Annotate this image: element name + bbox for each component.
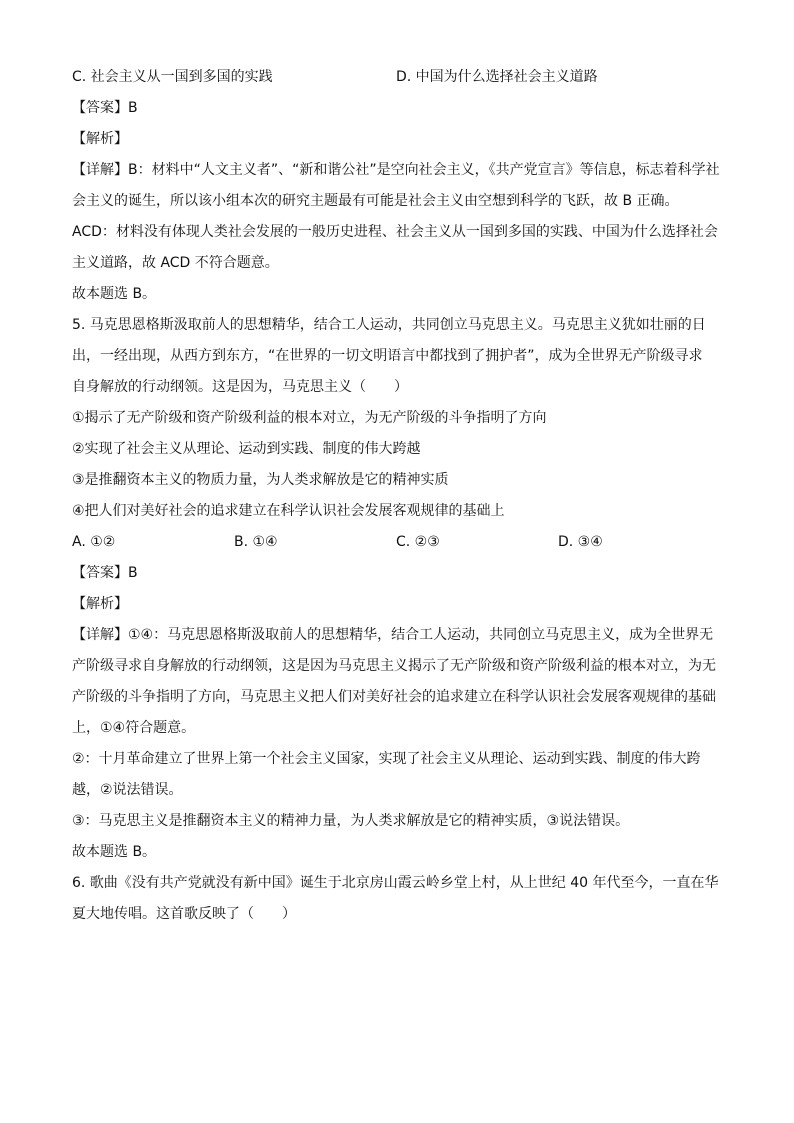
q5-stem-line: 自身解放的行动纲领。这是因为，马克思主义（ ）	[72, 379, 408, 395]
q5-statement-1: ①揭示了无产阶级和资产阶级利益的根本对立，为无产阶级的斗争指明了方向	[72, 410, 547, 426]
q5-stem-line: 出，一经出现，从西方到东方，“在世界的一切文明语言中都找到了拥护者”，成为全世界无产阶级寻求	[72, 348, 703, 364]
q5-options	[72, 527, 722, 558]
q5-detail-line: 越，②说法错误。	[72, 782, 183, 798]
q5-option-d: D. ③④	[558, 534, 603, 550]
q6-stem-line: 夏大地传唱。这首歌反映了（ ）	[72, 906, 296, 922]
q5-detail-line: 产阶级寻求自身解放的行动纲领，这是因为马克思主义揭示了无产阶级和资产阶级利益的根本对立，为无	[72, 658, 716, 674]
q4-option-c: C. 社会主义从一国到多国的实践	[72, 69, 273, 85]
q5-detail-line: 产阶级的斗争指明了方向，马克思主义把人们对美好社会的追求建立在科学认识社会发展客观规律的基础	[72, 689, 716, 705]
q5-conclusion: 故本题选 B。	[72, 844, 157, 860]
q4-detail-line: 会主义的诞生，所以该小组本次的研究主题最有可能是社会主义由空想到科学的飞跃，故 B 正确。	[72, 193, 679, 209]
q4-options-cd	[72, 62, 722, 93]
q4-detail-line: 主义道路，故 ACD 不符合题意。	[72, 255, 279, 271]
q5-detail-line: 【详解】①④：马克思恩格斯汲取前人的思想精华，结合工人运动，共同创立马克思主义，成为全世界无	[72, 627, 714, 643]
q5-option-b: B. ①④	[234, 534, 278, 550]
q4-answer: 【答案】B	[72, 100, 138, 116]
q5-answer: 【答案】B	[72, 565, 138, 581]
q4-option-d: D. 中国为什么选择社会主义道路	[396, 69, 598, 85]
q5-option-c: C. ②③	[396, 534, 440, 550]
q5-analysis-label: 【解析】	[72, 596, 128, 612]
q5-statement-4: ④把人们对美好社会的追求建立在科学认识社会发展客观规律的基础上	[72, 503, 505, 519]
q5-statement-3: ③是推翻资本主义的物质力量，为人类求解放是它的精神实质	[72, 472, 449, 488]
q5-stem-line: 5. 马克思恩格斯汲取前人的思想精华，结合工人运动，共同创立马克思主义。马克思主义犹如壮丽的日	[72, 317, 706, 333]
q5-statement-2: ②实现了社会主义从理论、运动到实践、制度的伟大跨越	[72, 441, 421, 457]
q4-analysis-label: 【解析】	[72, 131, 128, 147]
q4-detail-line: ACD：材料没有体现人类社会发展的一般历史进程、社会主义从一国到多国的实践、中国为什么选择社会	[72, 224, 718, 240]
q4-conclusion: 故本题选 B。	[72, 286, 157, 302]
q5-detail-line: 上，①④符合题意。	[72, 720, 196, 736]
document-content	[72, 62, 722, 930]
q6-stem-line: 6. 歌曲《没有共产党就没有新中国》诞生于北京房山霞云岭乡堂上村，从上世纪 40 年代至今，一直在华	[72, 875, 719, 891]
q5-option-a: A. ①②	[72, 534, 116, 550]
q4-detail-line: 【详解】B：材料中“人文主义者”、“新和谐公社”是空向社会主义，《共产党宣言》等信息，标志着科学社	[72, 162, 720, 178]
q5-detail-line: ③：马克思主义是推翻资本主义的精神力量，为人类求解放是它的精神实质，③说法错误。	[72, 813, 630, 829]
q5-detail-line: ②：十月革命建立了世界上第一个社会主义国家，实现了社会主义从理论、运动到实践、制度的伟大跨	[72, 751, 701, 767]
